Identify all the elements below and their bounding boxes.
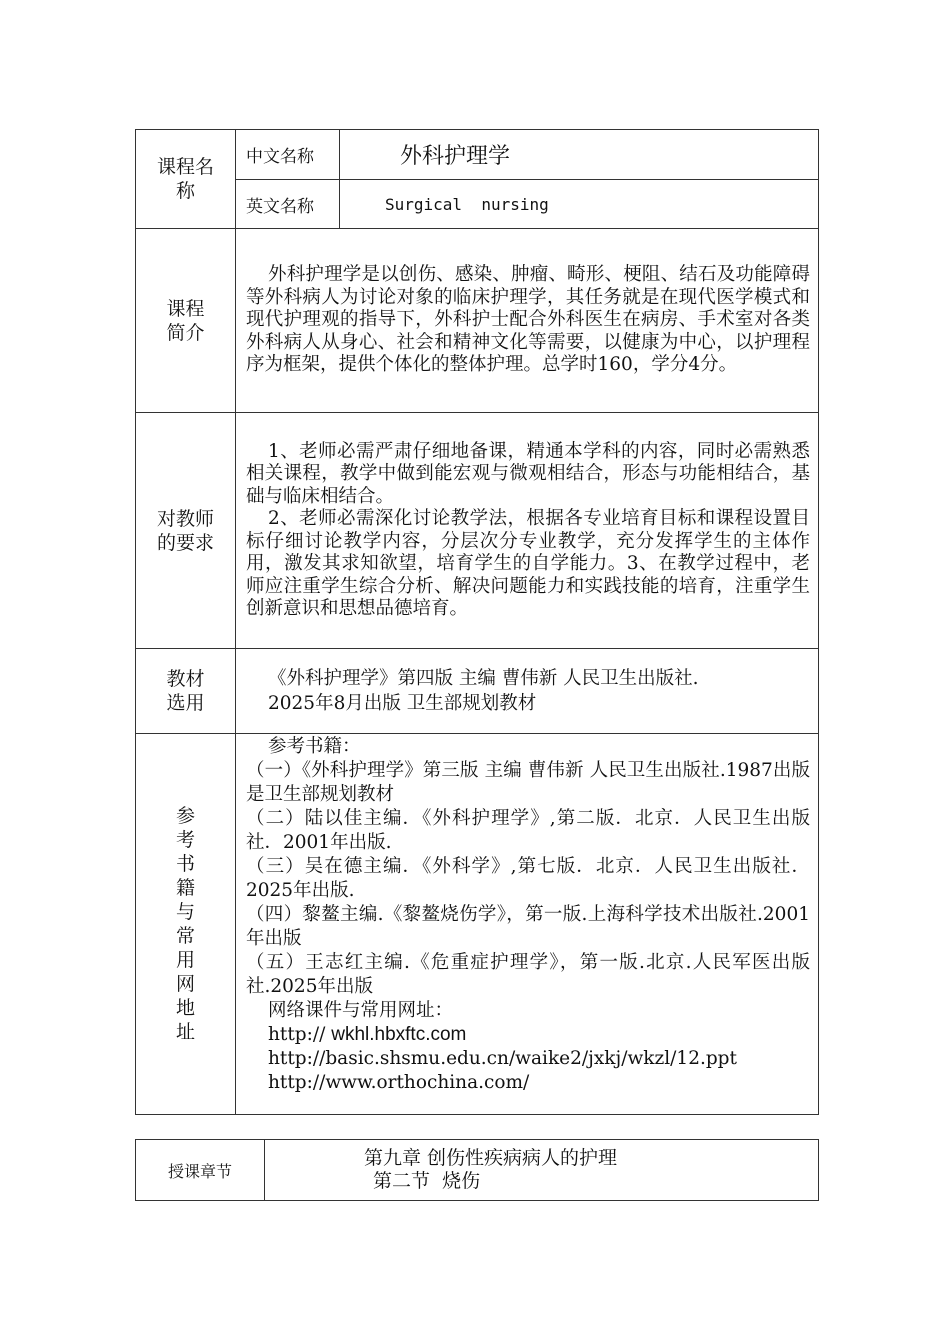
chapter-label: 授课章节 [136,1140,265,1201]
reference-4: （四）黎鳌主编.《黎鳌烧伤学》，第一版.上海科学技术出版社.2001年出版 [246,904,810,949]
textbook-label: 教材选用 [136,649,236,734]
reference-1: （一）《外科护理学》第三版 主编 曹伟新 人民卫生出版社.1987出版 是卫生部规划教材 [246,760,810,805]
references-text [236,734,819,1115]
links-heading: 网络课件与常用网址： [268,1000,454,1021]
link-3[interactable]: http://www.orthochina.com/ [268,1072,530,1093]
references-label: 参考书籍与常用网地址 [136,734,236,1115]
link-1-prefix: http:// [268,1024,332,1045]
link-1[interactable] [246,1023,810,1047]
en-name-label: 英文名称 [236,180,340,229]
course-intro-label: 课程简介 [136,229,236,413]
reference-3: （三）吴在德主编．《外科学》,第七版．北京．人民卫生出版社．2025年出版. [246,856,810,901]
reference-2: （二）陆以佳主编．《外科护理学》,第二版．北京．人民卫生出版社．2001年出版. [246,808,810,853]
textbook-line-1: 《外科护理学》第四版 主编 曹伟新 人民卫生出版社. [268,668,699,689]
refs-heading: 参考书籍： [268,736,361,757]
chapter-section: 第二节 烧伤 [373,1170,481,1192]
course-name-label: 课程名称 [136,130,236,229]
cn-name-label: 中文名称 [236,130,340,180]
requirement-1: 1、老师必需严肃仔细地备课，精通本学科的内容，同时必需熟悉相关课程，教学中做到能宏观与微观相结合，形态与功能相结合，基础与临床相结合。 [246,440,810,507]
chapter-content [265,1140,819,1201]
chapter-title: 第九章 创伤性疾病病人的护理 [364,1147,618,1169]
course-intro-text: 外科护理学是以创伤、感染、肿瘤、畸形、梗阻、结石及功能障碍等外科病人为讨论对象的临床护理学，其任务就是在现代医学模式和现代护理观的指导下，外科护士配合外科医生在病房、手术室对各类外科病人从身心、社会和精神文化等需要，以健康为中心，以护理程序为框架，提供个体化的整体护理。总学时160，学分4分。 [236,229,819,413]
textbook-text [236,649,819,734]
textbook-line-2: 2025年8月出版 卫生部规划教材 [268,693,537,714]
requirement-2: 2、老师必需深化讨论教学法，根据各专业培育目标和课程设置目标仔细讨论教学内容，分层次分专业教学，充分发挥学生的主体作用，激发其求知欲望，培育学生的自学能力。3、在教学过程中，老师应注重学生综合分析、解决问题能力和实践技能的培育，注重学生创新意识和思想品德培育。 [246,508,810,619]
course-info-table [135,129,819,1115]
link-1-host: wkhl.hbxftc.com [331,1024,467,1045]
link-2[interactable]: http://basic.shsmu.edu.cn/waike2/jxkj/wkzl/12.ppt [268,1048,737,1069]
chapter-table [135,1139,819,1201]
en-course-name: Surgical nursing [340,180,819,229]
reference-5: （五）王志红主编.《危重症护理学》，第一版.北京.人民军医出版社.2025年出版 [246,952,810,997]
teacher-requirements-text [236,413,819,649]
teacher-requirements-label: 对教师的要求 [136,413,236,649]
cn-course-name: 外科护理学 [340,130,819,180]
